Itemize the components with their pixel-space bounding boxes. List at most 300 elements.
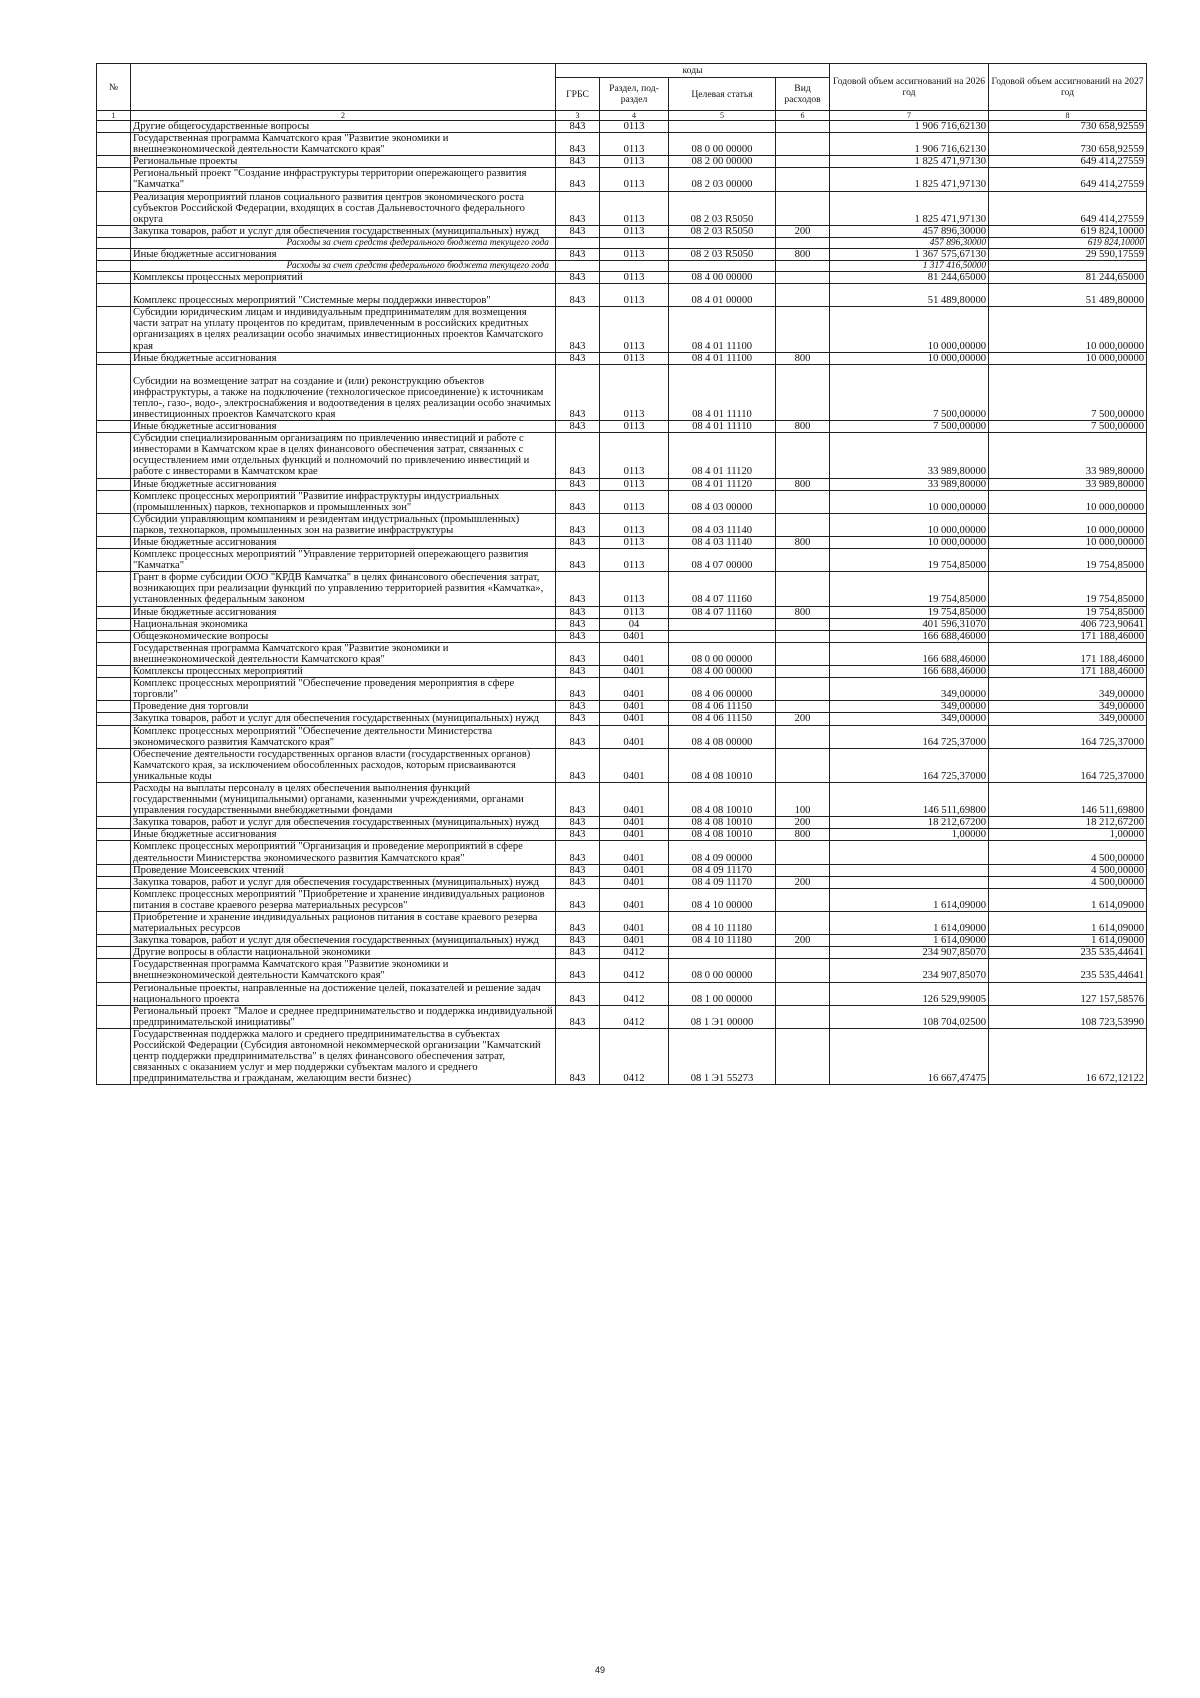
table-row	[97, 982, 1147, 1005]
table-row	[97, 248, 1147, 260]
cell-name: Государственная программа Камчатского края "Развитие экономики и внешнеэкономической деятельности Камчатского края"	[131, 959, 556, 982]
cell-num	[97, 421, 131, 433]
cell-grbs: 843	[556, 678, 600, 701]
cell-razdel: 0401	[600, 817, 669, 829]
cell-sum-2026: 349,00000	[830, 701, 989, 713]
cell-tselevaya: 08 4 06 11150	[669, 701, 776, 713]
colnum-4: 4	[600, 111, 669, 121]
cell-num	[97, 133, 131, 156]
cell-grbs: 843	[556, 748, 600, 782]
cell-num	[97, 630, 131, 642]
table-row	[97, 947, 1147, 959]
header-vid-rashodov: Вид расходов	[776, 78, 830, 111]
cell-sum-2027: 7 500,00000	[989, 364, 1147, 420]
table-row	[97, 713, 1147, 725]
cell-vid	[776, 433, 830, 478]
cell-sum-2027: 18 212,67200	[989, 817, 1147, 829]
cell-sum-2026: 234 907,85070	[830, 959, 989, 982]
cell-vid	[776, 284, 830, 307]
cell-razdel: 0113	[600, 433, 669, 478]
cell-grbs: 843	[556, 272, 600, 284]
cell-razdel: 0401	[600, 888, 669, 911]
cell-sum-2027: 730 658,92559	[989, 121, 1147, 133]
table-row	[97, 678, 1147, 701]
cell-tselevaya: 08 2 03 R5050	[669, 191, 776, 225]
cell-sum-2027: 164 725,37000	[989, 748, 1147, 782]
cell-vid	[776, 888, 830, 911]
cell-vid	[776, 678, 830, 701]
cell-razdel: 0401	[600, 829, 669, 841]
table-row	[97, 829, 1147, 841]
cell-name: Субсидии на возмещение затрат на создание и (или) реконструкцию объектов инфраструктуры, а также на подключение (технологическое присоединение) к источникам тепло-, газо-, водо-, электроснабжения и водоотведения в целях реализации особо значимых инвестиционных проектов Камчатского края	[131, 364, 556, 420]
cell-sum-2026: 1 614,09000	[830, 912, 989, 935]
table-row	[97, 513, 1147, 536]
cell-name: Комплекс процессных мероприятий "Приобретение и хранение индивидуальных рационов питания в составе краевого резерва материальных ресурсов"	[131, 888, 556, 911]
cell-razdel: 0113	[600, 352, 669, 364]
table-body	[97, 121, 1147, 1085]
cell-sum-2026: 19 754,85000	[830, 549, 989, 572]
cell-grbs: 843	[556, 630, 600, 642]
cell-name: Комплекс процессных мероприятий "Управление территорией опережающего развития "Камчатка"	[131, 549, 556, 572]
cell-razdel	[600, 237, 669, 248]
cell-grbs: 843	[556, 841, 600, 864]
cell-tselevaya: 08 4 01 00000	[669, 284, 776, 307]
cell-razdel: 0113	[600, 121, 669, 133]
table-row	[97, 549, 1147, 572]
cell-razdel: 0113	[600, 191, 669, 225]
header-column-numbers	[97, 111, 1147, 121]
cell-tselevaya: 08 2 03 R5050	[669, 225, 776, 237]
cell-num	[97, 618, 131, 630]
table-row	[97, 782, 1147, 816]
cell-tselevaya	[669, 630, 776, 642]
cell-name: Национальная экономика	[131, 618, 556, 630]
cell-num	[97, 225, 131, 237]
cell-sum-2027: 164 725,37000	[989, 725, 1147, 748]
cell-grbs: 843	[556, 1028, 600, 1084]
cell-num	[97, 248, 131, 260]
cell-grbs: 843	[556, 782, 600, 816]
cell-name: Региональный проект "Малое и среднее предпринимательство и поддержка индивидуальной предпринимательской инициативы"	[131, 1005, 556, 1028]
cell-grbs: 843	[556, 606, 600, 618]
cell-name: Иные бюджетные ассигнования	[131, 478, 556, 490]
cell-sum-2027: 7 500,00000	[989, 421, 1147, 433]
cell-vid	[776, 272, 830, 284]
table-row	[97, 364, 1147, 420]
header-codes: коды	[556, 64, 830, 78]
cell-name: Проведение дня торговли	[131, 701, 556, 713]
cell-grbs: 843	[556, 364, 600, 420]
cell-sum-2027: 1 614,09000	[989, 888, 1147, 911]
cell-grbs: 843	[556, 959, 600, 982]
cell-razdel: 0401	[600, 912, 669, 935]
cell-sum-2027: 171 188,46000	[989, 666, 1147, 678]
cell-tselevaya: 08 4 10 11180	[669, 935, 776, 947]
cell-sum-2027: 4 500,00000	[989, 864, 1147, 876]
cell-sum-2026	[830, 841, 989, 864]
table-row	[97, 642, 1147, 665]
cell-name: Приобретение и хранение индивидуальных рационов питания в составе краевого резерва материальных ресурсов	[131, 912, 556, 935]
cell-tselevaya: 08 4 10 00000	[669, 888, 776, 911]
cell-sum-2026: 1 825 471,97130	[830, 191, 989, 225]
cell-name: Другие вопросы в области национальной экономики	[131, 947, 556, 959]
cell-razdel: 0401	[600, 725, 669, 748]
cell-sum-2026	[830, 864, 989, 876]
table-row	[97, 352, 1147, 364]
cell-vid: 800	[776, 478, 830, 490]
cell-sum-2026: 1,00000	[830, 829, 989, 841]
cell-razdel: 0113	[600, 490, 669, 513]
cell-num	[97, 572, 131, 606]
cell-razdel: 0113	[600, 168, 669, 191]
cell-num	[97, 237, 131, 248]
cell-name: Обеспечение деятельности государственных органов власти (государственных органов) Камчатского края, за исключением обособленных расходов, которым присваиваются уникальные коды	[131, 748, 556, 782]
cell-name: Расходы за счет средств федерального бюджета текущего года	[131, 237, 556, 248]
cell-num	[97, 191, 131, 225]
cell-tselevaya: 08 4 03 11140	[669, 513, 776, 536]
cell-razdel: 0113	[600, 272, 669, 284]
cell-num	[97, 666, 131, 678]
cell-razdel: 0113	[600, 133, 669, 156]
cell-razdel: 0113	[600, 225, 669, 237]
cell-tselevaya: 08 1 Э1 55273	[669, 1028, 776, 1084]
cell-razdel: 0113	[600, 537, 669, 549]
table-row	[97, 537, 1147, 549]
cell-name: Комплекс процессных мероприятий "Развитие инфраструктуры индустриальных (промышленных) парков, технопарков и промышленных зон"	[131, 490, 556, 513]
cell-razdel: 0113	[600, 307, 669, 352]
cell-name: Комплекс процессных мероприятий "Обеспечение деятельности Министерства экономического развития Камчатского края"	[131, 725, 556, 748]
cell-name: Закупка товаров, работ и услуг для обеспечения государственных (муниципальных) нужд	[131, 225, 556, 237]
cell-vid: 800	[776, 829, 830, 841]
cell-num	[97, 513, 131, 536]
cell-sum-2026: 19 754,85000	[830, 606, 989, 618]
cell-vid	[776, 982, 830, 1005]
cell-vid: 800	[776, 606, 830, 618]
cell-razdel: 0412	[600, 1028, 669, 1084]
table-row	[97, 490, 1147, 513]
cell-vid	[776, 630, 830, 642]
cell-num	[97, 841, 131, 864]
cell-tselevaya: 08 1 00 00000	[669, 982, 776, 1005]
cell-sum-2026: 164 725,37000	[830, 748, 989, 782]
cell-sum-2027: 81 244,65000	[989, 272, 1147, 284]
cell-num	[97, 156, 131, 168]
cell-tselevaya: 08 4 09 11170	[669, 876, 776, 888]
cell-vid: 200	[776, 876, 830, 888]
cell-vid	[776, 156, 830, 168]
cell-grbs: 843	[556, 478, 600, 490]
cell-sum-2027: 10 000,00000	[989, 352, 1147, 364]
cell-tselevaya: 08 4 00 00000	[669, 272, 776, 284]
cell-num	[97, 678, 131, 701]
cell-razdel: 0401	[600, 678, 669, 701]
cell-sum-2027: 127 157,58576	[989, 982, 1147, 1005]
cell-grbs: 843	[556, 642, 600, 665]
cell-sum-2027: 51 489,80000	[989, 284, 1147, 307]
cell-vid	[776, 841, 830, 864]
table-row	[97, 121, 1147, 133]
cell-sum-2026: 1 317 416,50000	[830, 261, 989, 272]
cell-sum-2027: 108 723,53990	[989, 1005, 1147, 1028]
table-row	[97, 237, 1147, 248]
cell-razdel: 0113	[600, 156, 669, 168]
cell-vid	[776, 666, 830, 678]
cell-vid: 200	[776, 713, 830, 725]
cell-grbs: 843	[556, 490, 600, 513]
cell-sum-2026: 146 511,69800	[830, 782, 989, 816]
cell-grbs: 843	[556, 888, 600, 911]
cell-name: Реализация мероприятий планов социального развития центров экономического роста субъектов Российской Федерации, входящих в состав Дальневосточного федерального округа	[131, 191, 556, 225]
table-row	[97, 307, 1147, 352]
cell-tselevaya: 08 4 08 10010	[669, 782, 776, 816]
cell-num	[97, 1005, 131, 1028]
cell-name: Грант в форме субсидии ООО "КРДВ Камчатка" в целях финансового обеспечения затрат, возникающих при реализации функций по управлению территорией развития «Камчатка», установленных федеральным законом	[131, 572, 556, 606]
cell-name: Комплекс процессных мероприятий "Обеспечение проведения мероприятия в сфере торговли"	[131, 678, 556, 701]
cell-vid	[776, 133, 830, 156]
cell-num	[97, 748, 131, 782]
cell-name: Иные бюджетные ассигнования	[131, 421, 556, 433]
cell-grbs: 843	[556, 947, 600, 959]
cell-sum-2026: 16 667,47475	[830, 1028, 989, 1084]
cell-razdel: 04	[600, 618, 669, 630]
colnum-3: 3	[556, 111, 600, 121]
cell-num	[97, 701, 131, 713]
cell-razdel: 0113	[600, 549, 669, 572]
cell-num	[97, 713, 131, 725]
cell-num	[97, 272, 131, 284]
cell-vid	[776, 490, 830, 513]
cell-num	[97, 606, 131, 618]
cell-sum-2027: 4 500,00000	[989, 876, 1147, 888]
header-num: №	[97, 64, 131, 111]
cell-tselevaya: 08 4 08 10010	[669, 829, 776, 841]
cell-razdel: 0401	[600, 864, 669, 876]
header-razdel: Раздел, под-раздел	[600, 78, 669, 111]
colnum-7: 7	[830, 111, 989, 121]
header-year-2026: Годовой объем ассигнований на 2026 год	[830, 64, 989, 111]
cell-vid	[776, 864, 830, 876]
cell-num	[97, 478, 131, 490]
cell-razdel: 0401	[600, 630, 669, 642]
cell-sum-2026: 33 989,80000	[830, 433, 989, 478]
cell-tselevaya: 08 4 09 00000	[669, 841, 776, 864]
cell-tselevaya: 08 4 03 11140	[669, 537, 776, 549]
cell-sum-2027: 19 754,85000	[989, 549, 1147, 572]
cell-tselevaya: 08 4 07 11160	[669, 572, 776, 606]
cell-sum-2027: 171 188,46000	[989, 642, 1147, 665]
table-row	[97, 478, 1147, 490]
cell-tselevaya: 08 4 06 00000	[669, 678, 776, 701]
cell-grbs: 843	[556, 701, 600, 713]
cell-razdel: 0113	[600, 572, 669, 606]
cell-vid	[776, 261, 830, 272]
cell-vid	[776, 725, 830, 748]
table-row	[97, 618, 1147, 630]
cell-name: Комплекс процессных мероприятий "Системные меры поддержки инвесторов"	[131, 284, 556, 307]
cell-grbs: 843	[556, 982, 600, 1005]
cell-num	[97, 261, 131, 272]
cell-tselevaya	[669, 121, 776, 133]
table-row	[97, 421, 1147, 433]
cell-name: Общеэкономические вопросы	[131, 630, 556, 642]
cell-grbs: 843	[556, 248, 600, 260]
cell-sum-2026: 1 367 575,67130	[830, 248, 989, 260]
cell-sum-2027: 16 672,12122	[989, 1028, 1147, 1084]
cell-tselevaya	[669, 261, 776, 272]
cell-tselevaya	[669, 618, 776, 630]
cell-sum-2027: 1,00000	[989, 829, 1147, 841]
cell-sum-2026: 1 906 716,62130	[830, 133, 989, 156]
cell-razdel: 0113	[600, 606, 669, 618]
cell-razdel: 0412	[600, 959, 669, 982]
cell-grbs: 843	[556, 156, 600, 168]
colnum-6: 6	[776, 111, 830, 121]
cell-num	[97, 1028, 131, 1084]
cell-razdel: 0412	[600, 982, 669, 1005]
table-row	[97, 433, 1147, 478]
table-row	[97, 225, 1147, 237]
cell-sum-2026: 1 614,09000	[830, 888, 989, 911]
cell-name: Расходы на выплаты персоналу в целях обеспечения выполнения функций государственными (муниципальными) органами, казенными учреждениями, органами управления государственными внебюджетными фондами	[131, 782, 556, 816]
cell-tselevaya: 08 0 00 00000	[669, 642, 776, 665]
cell-vid	[776, 1028, 830, 1084]
cell-sum-2027: 29 590,17559	[989, 248, 1147, 260]
cell-sum-2027: 19 754,85000	[989, 572, 1147, 606]
cell-razdel: 0401	[600, 782, 669, 816]
cell-razdel: 0401	[600, 841, 669, 864]
cell-sum-2027: 10 000,00000	[989, 307, 1147, 352]
cell-num	[97, 959, 131, 982]
cell-tselevaya: 08 0 00 00000	[669, 133, 776, 156]
cell-tselevaya: 08 4 08 10010	[669, 748, 776, 782]
cell-tselevaya: 08 4 01 11100	[669, 352, 776, 364]
cell-num	[97, 364, 131, 420]
cell-num	[97, 168, 131, 191]
cell-num	[97, 817, 131, 829]
header-tselevaya: Целевая статья	[669, 78, 776, 111]
cell-grbs: 843	[556, 513, 600, 536]
cell-vid	[776, 947, 830, 959]
cell-sum-2026: 234 907,85070	[830, 947, 989, 959]
cell-tselevaya: 08 4 01 11100	[669, 307, 776, 352]
colnum-2: 2	[131, 111, 556, 121]
cell-grbs: 843	[556, 307, 600, 352]
cell-sum-2026: 33 989,80000	[830, 478, 989, 490]
cell-name: Закупка товаров, работ и услуг для обеспечения государственных (муниципальных) нужд	[131, 935, 556, 947]
cell-razdel: 0401	[600, 666, 669, 678]
cell-num	[97, 121, 131, 133]
cell-name: Региональные проекты	[131, 156, 556, 168]
cell-sum-2027: 349,00000	[989, 713, 1147, 725]
cell-num	[97, 888, 131, 911]
cell-tselevaya: 08 2 00 00000	[669, 156, 776, 168]
cell-razdel: 0113	[600, 364, 669, 420]
cell-sum-2026: 166 688,46000	[830, 642, 989, 665]
cell-razdel: 0401	[600, 748, 669, 782]
table-row	[97, 272, 1147, 284]
cell-sum-2027: 1 614,09000	[989, 935, 1147, 947]
cell-grbs: 843	[556, 912, 600, 935]
cell-tselevaya	[669, 237, 776, 248]
cell-sum-2027: 10 000,00000	[989, 537, 1147, 549]
cell-sum-2027: 619 824,10000	[989, 237, 1147, 248]
cell-sum-2027	[989, 261, 1147, 272]
cell-tselevaya: 08 4 08 10010	[669, 817, 776, 829]
colnum-1: 1	[97, 111, 131, 121]
cell-num	[97, 433, 131, 478]
table-row	[97, 261, 1147, 272]
cell-name: Государственная программа Камчатского края "Развитие экономики и внешнеэкономической деятельности Камчатского края"	[131, 133, 556, 156]
table-row	[97, 876, 1147, 888]
table-row	[97, 817, 1147, 829]
table-row	[97, 606, 1147, 618]
cell-grbs: 843	[556, 713, 600, 725]
cell-vid	[776, 549, 830, 572]
table-row	[97, 935, 1147, 947]
cell-grbs: 843	[556, 191, 600, 225]
cell-sum-2026: 166 688,46000	[830, 666, 989, 678]
cell-vid	[776, 748, 830, 782]
cell-sum-2026: 108 704,02500	[830, 1005, 989, 1028]
cell-name: Иные бюджетные ассигнования	[131, 606, 556, 618]
cell-sum-2026: 126 529,99005	[830, 982, 989, 1005]
table-row	[97, 701, 1147, 713]
cell-grbs: 843	[556, 572, 600, 606]
cell-num	[97, 947, 131, 959]
cell-grbs: 843	[556, 864, 600, 876]
cell-num	[97, 642, 131, 665]
cell-sum-2026: 349,00000	[830, 713, 989, 725]
cell-razdel: 0113	[600, 248, 669, 260]
cell-vid: 800	[776, 421, 830, 433]
cell-razdel: 0113	[600, 421, 669, 433]
cell-num	[97, 982, 131, 1005]
cell-vid	[776, 364, 830, 420]
cell-num	[97, 829, 131, 841]
cell-sum-2027: 33 989,80000	[989, 433, 1147, 478]
cell-grbs: 843	[556, 829, 600, 841]
cell-razdel: 0113	[600, 513, 669, 536]
cell-tselevaya: 08 4 07 00000	[669, 549, 776, 572]
cell-vid	[776, 237, 830, 248]
cell-sum-2026: 457 896,30000	[830, 237, 989, 248]
cell-name: Государственная поддержка малого и среднего предпринимательства в субъектах Российской Федерации (Субсидия автономной некоммерческой организации "Камчатский центр поддержки предпринимательства" в целях финансового обеспечения затрат, связанных с оказанием услуг и мер поддержки субъектам малого и среднего предпринимательства и гражданам, желающим вести бизнес)	[131, 1028, 556, 1084]
cell-tselevaya: 08 4 10 11180	[669, 912, 776, 935]
cell-grbs: 843	[556, 725, 600, 748]
cell-num	[97, 912, 131, 935]
table-row	[97, 959, 1147, 982]
cell-grbs	[556, 261, 600, 272]
cell-razdel: 0401	[600, 701, 669, 713]
cell-grbs: 843	[556, 433, 600, 478]
cell-sum-2026: 457 896,30000	[830, 225, 989, 237]
table-row	[97, 864, 1147, 876]
cell-sum-2027: 730 658,92559	[989, 133, 1147, 156]
cell-grbs: 843	[556, 168, 600, 191]
cell-name: Иные бюджетные ассигнования	[131, 829, 556, 841]
cell-vid	[776, 121, 830, 133]
cell-vid	[776, 912, 830, 935]
cell-sum-2026: 1 906 716,62130	[830, 121, 989, 133]
cell-grbs: 843	[556, 421, 600, 433]
cell-tselevaya: 08 4 01 11110	[669, 364, 776, 420]
cell-vid: 100	[776, 782, 830, 816]
cell-razdel: 0401	[600, 876, 669, 888]
cell-sum-2027: 619 824,10000	[989, 225, 1147, 237]
cell-vid	[776, 642, 830, 665]
header-row-top	[97, 64, 1147, 78]
cell-sum-2026: 10 000,00000	[830, 513, 989, 536]
